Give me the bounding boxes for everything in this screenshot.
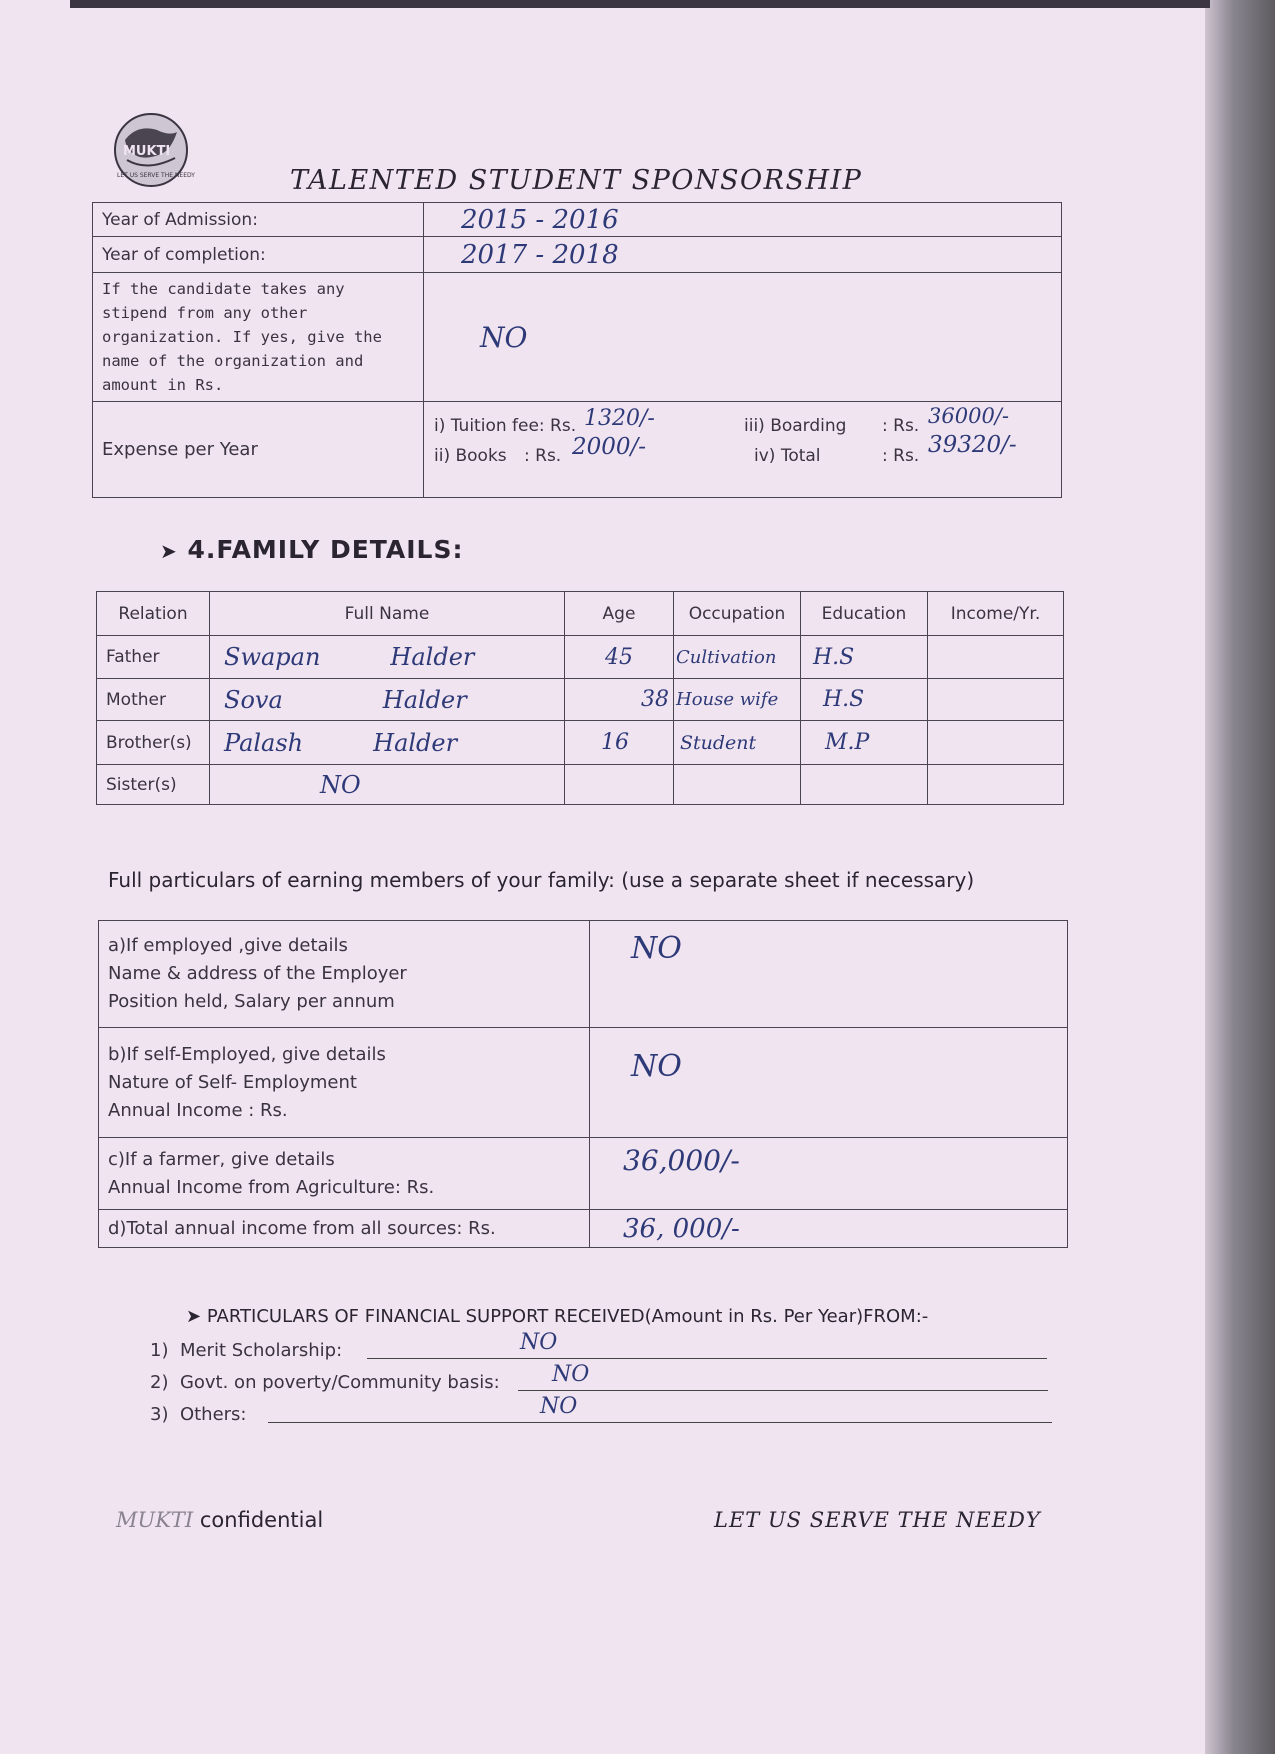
- books-value: 2000/-: [572, 434, 647, 460]
- age-cell: 38: [565, 679, 674, 721]
- occupation-cell: [674, 765, 801, 805]
- admission-cell: [424, 203, 1062, 237]
- support-value-2: NO: [552, 1362, 590, 1387]
- support-heading-text: PARTICULARS OF FINANCIAL SUPPORT RECEIVED(Amount in Rs. Per Year)FROM:-: [206, 1306, 929, 1327]
- support-line: [518, 1390, 1048, 1391]
- employed-value: NO: [631, 931, 682, 966]
- last-name: Halder: [373, 728, 458, 757]
- self-employed-value: NO: [631, 1049, 682, 1084]
- footer-left: [116, 1508, 323, 1532]
- total-income-value: 36, 000/-: [623, 1213, 740, 1244]
- relation-cell: Brother(s): [97, 721, 210, 765]
- income-cell: [928, 636, 1064, 679]
- family-heading-text: 4.FAMILY DETAILS:: [187, 535, 464, 564]
- support-value-1: NO: [520, 1330, 558, 1355]
- income-cell: [928, 721, 1064, 765]
- farmer-line-1: c)If a farmer, give details: [108, 1148, 335, 1170]
- support-heading: [186, 1306, 928, 1327]
- employed-label: [99, 921, 590, 1028]
- support-label: Govt. on poverty/Community basis:: [179, 1372, 500, 1393]
- farmer-cell: [590, 1138, 1068, 1210]
- scan-top-edge: [70, 0, 1210, 8]
- completion-cell: [424, 237, 1062, 273]
- last-name: Halder: [382, 685, 467, 714]
- support-num: 1): [150, 1340, 169, 1361]
- age-cell: 45: [565, 636, 674, 679]
- name-cell: [210, 679, 565, 721]
- admission-label: Year of Admission:: [93, 203, 424, 237]
- education-cell: [801, 765, 928, 805]
- page-title: TALENTED STUDENT SPONSORSHIP: [290, 165, 863, 196]
- age-cell: [565, 765, 674, 805]
- boarding-rs: : Rs.: [882, 416, 920, 436]
- total-income-cell: [590, 1210, 1068, 1248]
- relation-cell: Mother: [97, 679, 210, 721]
- farmer-value: 36,000/-: [623, 1144, 740, 1177]
- arrow-bullet-icon: ➤: [186, 1306, 202, 1327]
- age-cell: 16: [565, 721, 674, 765]
- col-income: Income/Yr.: [928, 592, 1064, 636]
- mukti-logo: [107, 110, 195, 190]
- self-employed-label: [99, 1028, 590, 1138]
- employed-line-3: Position held, Salary per annum: [108, 991, 395, 1012]
- self-employed-line-1: b)If self-Employed, give details: [108, 1043, 386, 1065]
- support-item-1: [150, 1340, 342, 1361]
- total-rs: : Rs.: [882, 446, 920, 466]
- self-employed-cell: [590, 1028, 1068, 1138]
- boarding-label: iii) Boarding: [744, 416, 847, 436]
- name-cell: [210, 721, 565, 765]
- support-num: 3): [150, 1404, 169, 1425]
- stipend-value: NO: [480, 320, 528, 354]
- support-value-3: NO: [540, 1394, 578, 1419]
- occupation-cell: Student: [674, 721, 801, 765]
- farmer-line-2: Annual Income from Agriculture: Rs.: [108, 1176, 435, 1198]
- col-relation: Relation: [97, 592, 210, 636]
- occupation-cell: Cultivation: [674, 636, 801, 679]
- occupation-cell: House wife: [674, 679, 801, 721]
- support-num: 2): [150, 1372, 169, 1393]
- footer-right: LET US SERVE THE NEEDY: [714, 1508, 1041, 1532]
- tuition-value: 1320/-: [584, 406, 655, 431]
- logo-motto: LET US SERVE THE NEEDY: [117, 172, 195, 179]
- completion-value: 2017 - 2018: [461, 239, 619, 270]
- income-cell: [928, 765, 1064, 805]
- relation-cell: Sister(s): [97, 765, 210, 805]
- employed-line-1: a)If employed ,give details: [108, 935, 348, 956]
- support-item-2: [150, 1372, 500, 1393]
- col-full-name: Full Name: [210, 592, 565, 636]
- support-line: [367, 1358, 1047, 1359]
- earning-intro: Full particulars of earning members of your family: (use a separate sheet if necessary): [108, 868, 975, 892]
- first-name: Swapan: [224, 643, 321, 671]
- first-name: Palash: [224, 728, 304, 757]
- books-rs: : Rs.: [524, 446, 562, 466]
- stipend-label: If the candidate takes any stipend from any other organization. If yes, give the name of the organization and amount in Rs.: [93, 273, 424, 402]
- name-cell: [210, 765, 565, 805]
- support-line: [268, 1422, 1052, 1423]
- stipend-cell: [424, 273, 1062, 402]
- farmer-label: [99, 1138, 590, 1210]
- total-value: 39320/-: [928, 432, 1017, 458]
- expense-cell: [424, 402, 1062, 498]
- tuition-label: i) Tuition fee: Rs.: [434, 416, 577, 436]
- education-cell: M.P: [801, 721, 928, 765]
- first-name: NO: [320, 770, 361, 799]
- arrow-bullet-icon: ➤: [160, 539, 178, 563]
- first-name: Sova: [224, 685, 283, 714]
- support-label: Merit Scholarship:: [179, 1340, 343, 1361]
- support-item-3: [150, 1404, 247, 1425]
- relation-cell: Father: [97, 636, 210, 679]
- completion-label: Year of completion:: [93, 237, 424, 273]
- footer-confidential: confidential: [199, 1508, 324, 1532]
- logo-text: MUKTI: [123, 144, 171, 159]
- family-table: [96, 591, 1064, 805]
- expense-label: Expense per Year: [93, 402, 424, 498]
- col-occupation: Occupation: [674, 592, 801, 636]
- name-cell: [210, 636, 565, 679]
- income-cell: [928, 679, 1064, 721]
- support-label: Others:: [179, 1404, 247, 1425]
- total-income-label: d)Total annual income from all sources: Rs.: [99, 1210, 590, 1248]
- employed-line-2: Name & address of the Employer: [108, 963, 407, 984]
- page-edge-shadow: [1205, 0, 1275, 1754]
- employed-cell: [590, 921, 1068, 1028]
- admission-table: [92, 202, 1062, 498]
- col-age: Age: [565, 592, 674, 636]
- admission-value: 2015 - 2016: [461, 204, 619, 235]
- education-cell: H.S: [801, 636, 928, 679]
- total-label: iv) Total: [754, 446, 821, 466]
- self-employed-line-2: Nature of Self- Employment: [108, 1071, 357, 1093]
- books-label: ii) Books: [434, 446, 507, 466]
- education-cell: H.S: [801, 679, 928, 721]
- earning-table: [98, 920, 1068, 1248]
- family-heading: [160, 535, 463, 564]
- self-employed-line-3: Annual Income : Rs.: [108, 1099, 288, 1121]
- col-education: Education: [801, 592, 928, 636]
- footer-brand: MUKTI: [116, 1508, 194, 1532]
- last-name: Halder: [390, 643, 475, 671]
- boarding-value: 36000/-: [928, 404, 1009, 428]
